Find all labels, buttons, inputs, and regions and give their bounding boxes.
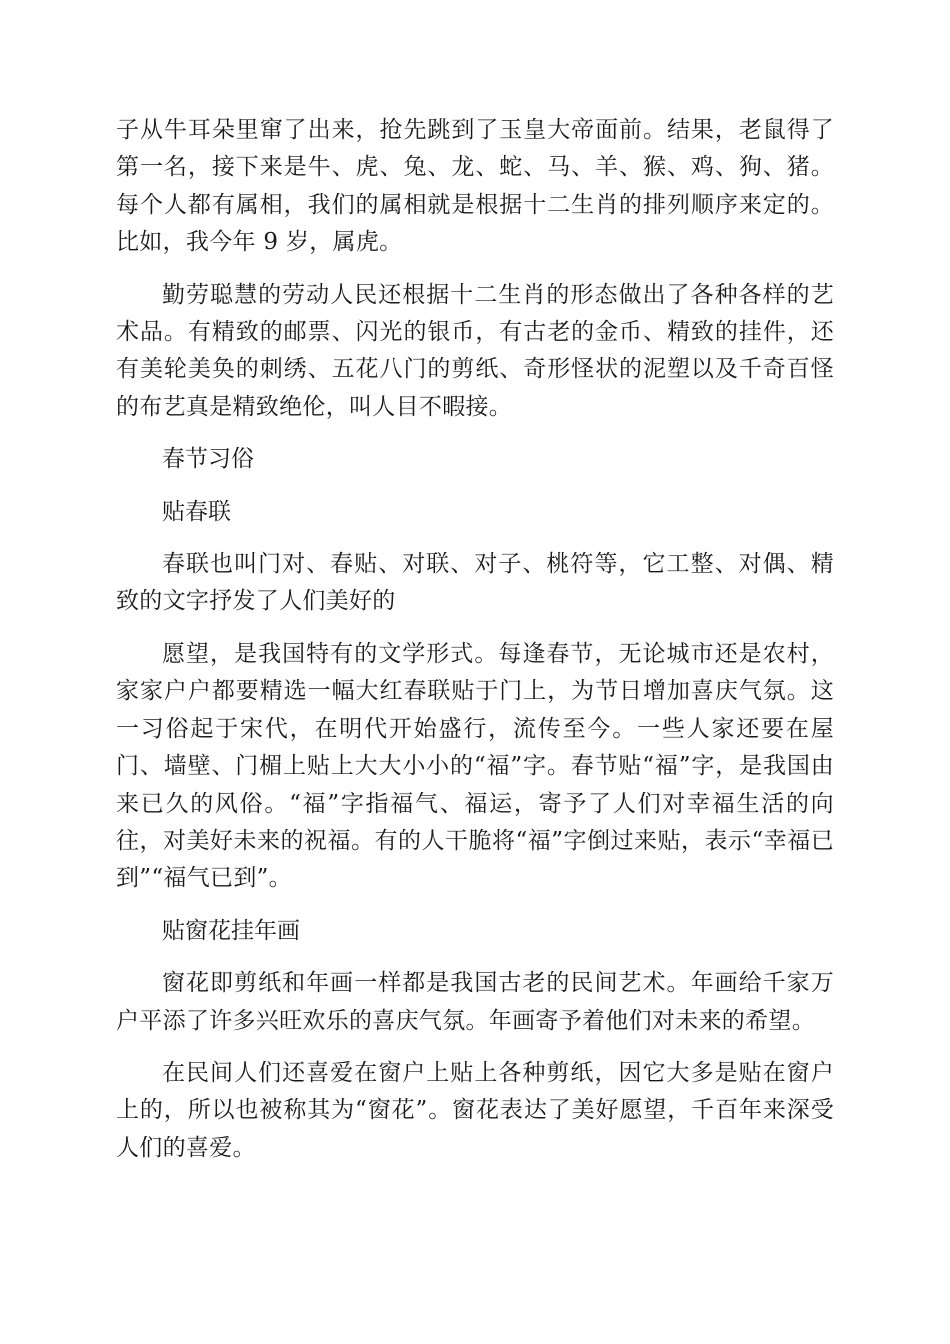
paragraph-new-year-paintings: 窗花即剪纸和年画一样都是我国古老的民间艺术。年画给千家万户平添了许多兴旺欢乐的喜庆气氛。年画寄予着他们对未来的希望。 [116,970,834,1034]
section-heading-window-flowers-new-year-paintings: 贴窗花挂年画 [162,917,300,944]
paragraph-window-flowers: 在民间人们还喜爱在窗户上贴上各种剪纸，因它大多是贴在窗户上的，所以也被称其为“窗花”。窗花表达了美好愿望，千百年来深受人们的喜爱。 [116,1059,834,1161]
paragraph-zodiac-order: 子从牛耳朵里窜了出来，抢先跳到了玉皇大帝面前。结果，老鼠得了第一名，接下来是牛、虎、兔、龙、蛇、马、羊、猴、鸡、狗、猪。每个人都有属相，我们的属相就是根据十二生肖的排列顺序来定的。比如，我今年 9 岁，属虎。 [116,117,834,256]
section-heading-spring-couplets: 贴春联 [162,498,231,525]
document-body [116,112,834,1182]
paragraph-couplets-intro: 春联也叫门对、春贴、对联、对子、桃符等，它工整、对偶、精致的文字抒发了人们美好的 [116,551,834,615]
paragraph-couplets-fu: 愿望，是我国特有的文学形式。每逢春节，无论城市还是农村，家家户户都要精选一幅大红春联贴于门上，为节日增加喜庆气氛。这一习俗起于宋代，在明代开始盛行，流传至今。一些人家还要在屋门、墙壁、门楣上贴上大大小小的“福”字。春节贴“福”字，是我国由来已久的风俗。“福”字指福气、福运，寄予了人们对幸福生活的向往，对美好未来的祝福。有的人干脆将“福”字倒过来贴，表示“幸福已到”“福气已到”。 [116,640,834,892]
paragraph-zodiac-art: 勤劳聪慧的劳动人民还根据十二生肖的形态做出了各种各样的艺术品。有精致的邮票、闪光的银币，有古老的金币、精致的挂件，还有美轮美奂的刺绣、五花八门的剪纸、奇形怪状的泥塑以及千奇百怪的布艺真是精致绝伦，叫人目不暇接。 [116,281,834,420]
section-heading-spring-festival-customs: 春节习俗 [162,446,254,473]
